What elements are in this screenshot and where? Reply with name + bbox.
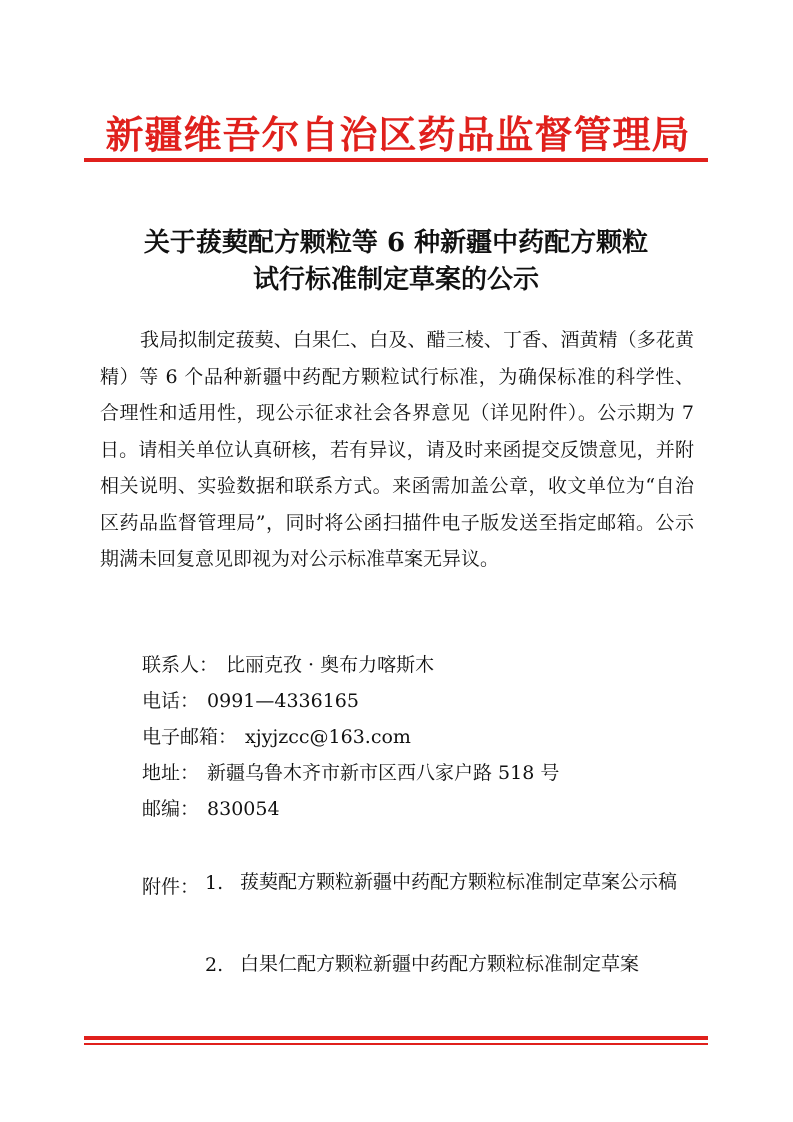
footer-red-rule-thick — [84, 1036, 708, 1040]
contact-person-line — [142, 650, 434, 677]
contact-email-label: 电子邮箱： — [142, 726, 238, 748]
header-red-rule — [84, 158, 708, 162]
contact-phone-line — [142, 686, 359, 713]
attachments-label: 附件： — [142, 876, 200, 898]
contact-person-value: 比丽克孜 · 奥布力喀斯木 — [226, 654, 435, 676]
attachment-2-number: 2. — [205, 954, 224, 976]
body-paragraph: 我局拟制定菝葜、白果仁、白及、醋三棱、丁香、酒黄精（多花黄精）等 6 个品种新疆中药配方颗粒试行标准，为确保标准的科学性、合理性和适用性，现公示征求社会各界意见（详见附件）。公示期为 7 日。请相关单位认真研核，若有异议，请及时来函提交反馈意见，并附相关说明、实验数据和联系方式。来函需加盖公章，收文单位为“自治区药品监督管理局”，同时将公函扫描件电子版发送至指定邮箱。公示期满未回复意见即视为对公示标准草案无异议。 — [100, 329, 694, 570]
contact-postcode-value: 830054 — [207, 798, 280, 820]
document-title-line-2: 试行标准制定草案的公示 — [252, 265, 539, 295]
contact-person-label: 联系人： — [142, 654, 219, 676]
attachment-2-text: 白果仁配方颗粒新疆中药配方颗粒标准制定草案 — [240, 953, 640, 975]
footer-red-rule-thin — [84, 1043, 708, 1045]
agency-name-header: 新疆维吾尔自治区药品监督管理局 — [105, 112, 691, 157]
attachment-1-number: 1. — [205, 872, 224, 894]
attachment-1-text: 菝葜配方颗粒新疆中药配方颗粒标准制定草案公示稿 — [240, 871, 678, 893]
document-title-line-1: 关于菝葜配方颗粒等 6 种新疆中药配方颗粒 — [143, 228, 649, 258]
contact-address-line — [142, 758, 559, 785]
contact-email-value: xjyjzcc@163.com — [245, 726, 411, 748]
contact-postcode-line — [142, 794, 280, 821]
contact-address-value: 新疆乌鲁木齐市新市区西八家户路 518 号 — [207, 762, 560, 784]
contact-phone-value: 0991—4336165 — [207, 690, 359, 712]
contact-postcode-label: 邮编： — [142, 798, 200, 820]
contact-email-line — [142, 722, 411, 749]
contact-address-label: 地址： — [142, 762, 200, 784]
contact-phone-label: 电话： — [142, 690, 200, 712]
